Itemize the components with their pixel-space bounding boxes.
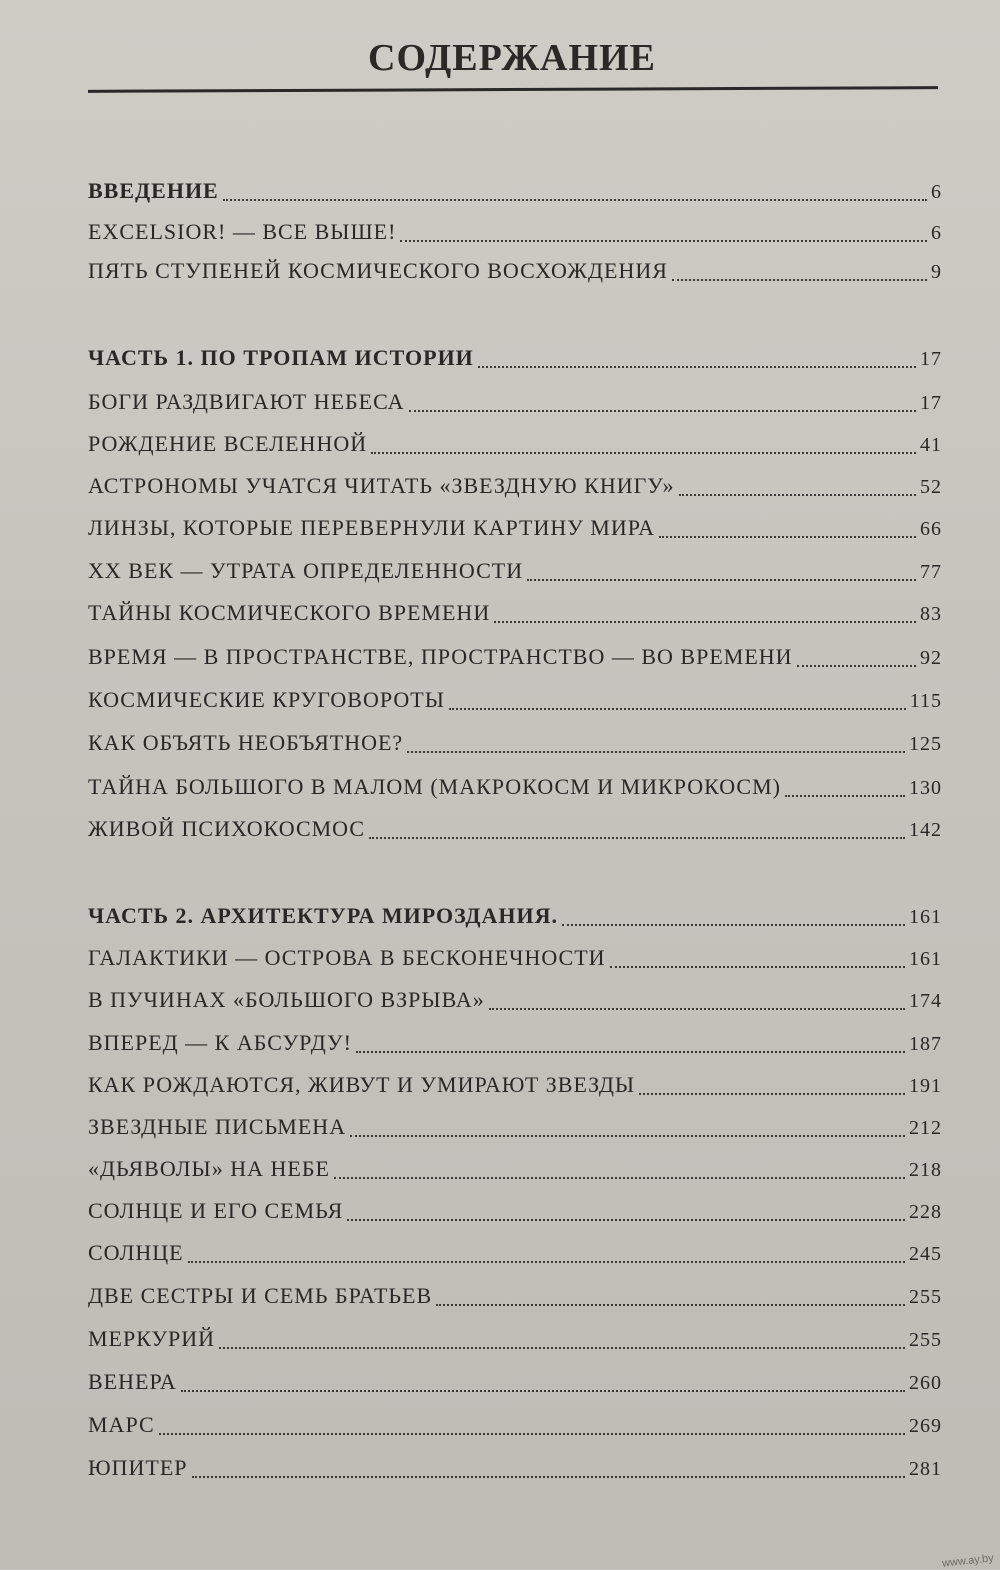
dot-leader — [489, 1008, 905, 1010]
dot-leader — [527, 579, 916, 581]
toc-entry-title: МАРС — [88, 1412, 155, 1437]
toc-entry-title: КАК РОЖДАЮТСЯ, ЖИВУТ И УМИРАЮТ ЗВЕЗДЫ — [88, 1072, 636, 1097]
dot-leader — [181, 1390, 905, 1392]
dot-leader — [639, 1093, 905, 1095]
toc-entry — [88, 1240, 942, 1270]
dot-leader — [478, 366, 916, 368]
dot-leader — [562, 924, 905, 926]
toc-entry — [88, 1283, 942, 1313]
dot-leader — [610, 966, 905, 968]
toc-entry-title: ВЕНЕРА — [88, 1369, 177, 1394]
toc-entry-title: ТАЙНЫ КОСМИЧЕСКОГО ВРЕМЕНИ — [88, 600, 491, 625]
toc-entry — [88, 1369, 942, 1399]
toc-entry-title: ЛИНЗЫ, КОТОРЫЕ ПЕРЕВЕРНУЛИ КАРТИНУ МИРА — [88, 515, 656, 540]
dot-leader — [188, 1261, 905, 1263]
dot-leader — [436, 1304, 905, 1306]
toc-entry-page: 41 — [920, 434, 942, 456]
toc-entry-title: КАК ОБЪЯТЬ НЕОБЪЯТНОЕ? — [88, 730, 404, 755]
toc-entry-page: 6 — [931, 222, 942, 244]
toc-entry — [88, 1326, 942, 1356]
toc-entry — [88, 178, 942, 208]
toc-entry-title: ПЯТЬ СТУПЕНЕЙ КОСМИЧЕСКОГО ВОСХОЖДЕНИЯ — [88, 258, 668, 283]
toc-entry-page: 255 — [909, 1329, 942, 1351]
toc-entry — [88, 1412, 942, 1442]
toc-entry — [88, 389, 942, 419]
dot-leader — [785, 795, 905, 797]
dot-leader — [369, 837, 905, 839]
toc-entry-title: ЧАСТЬ 1. ПО ТРОПАМ ИСТОРИИ — [88, 345, 474, 370]
toc-entry-title: СОЛНЦЕ И ЕГО СЕМЬЯ — [88, 1198, 344, 1223]
toc-entry-title: ГАЛАКТИКИ — ОСТРОВА В БЕСКОНЕЧНОСТИ — [88, 945, 606, 970]
toc-entry-page: 245 — [909, 1243, 942, 1265]
toc-entry-page: 174 — [909, 990, 942, 1012]
toc-entry-title: ТАЙНА БОЛЬШОГО В МАЛОМ (МАКРОКОСМ И МИКРОКОСМ) — [88, 774, 781, 799]
dot-leader — [407, 751, 905, 753]
page-title: СОДЕРЖАНИЕ — [368, 37, 656, 79]
toc-entry-title: ДВЕ СЕСТРЫ И СЕМЬ БРАТЬЕВ — [88, 1283, 433, 1308]
toc-entry-page: 115 — [909, 690, 942, 712]
toc-entry — [88, 345, 942, 375]
toc-entry — [88, 1156, 942, 1186]
toc-entry — [88, 1198, 942, 1228]
dot-leader — [347, 1219, 905, 1221]
toc-entry-title: ЖИВОЙ ПСИХОКОСМОС — [88, 816, 366, 841]
toc-entry-page: 9 — [931, 261, 942, 283]
dot-leader — [797, 665, 916, 667]
toc-entry-page: 92 — [920, 647, 942, 669]
dot-leader — [672, 279, 927, 281]
toc-entry-page: 161 — [909, 906, 942, 928]
dot-leader — [494, 621, 916, 623]
dot-leader — [400, 240, 927, 242]
toc-entry — [88, 644, 942, 674]
toc-entry-page: 66 — [920, 518, 942, 540]
dot-leader — [334, 1177, 905, 1179]
dot-leader — [409, 410, 916, 412]
toc-entry-title: «ДЬЯВОЛЫ» НА НЕБЕ — [88, 1156, 330, 1181]
toc-entry-page: 83 — [920, 603, 942, 625]
dot-leader — [659, 536, 916, 538]
toc-entry — [88, 1455, 942, 1485]
toc-entry-title: ЮПИТЕР — [88, 1455, 188, 1480]
toc-entry — [88, 258, 942, 288]
toc-entry — [88, 473, 942, 503]
dot-leader — [356, 1051, 905, 1053]
toc-entry-title: БОГИ РАЗДВИГАЮТ НЕБЕСА — [88, 389, 405, 414]
dot-leader — [371, 452, 916, 454]
toc-entry-title: ЗВЕЗДНЫЕ ПИСЬМЕНА — [88, 1114, 347, 1139]
toc-entry-title: ВВЕДЕНИЕ — [88, 178, 219, 203]
dot-leader — [192, 1476, 906, 1478]
toc-entry-page: 6 — [931, 181, 942, 203]
toc-entry-page: 52 — [920, 476, 942, 498]
toc-entry-page: 125 — [909, 733, 942, 755]
toc-entry-title: ВПЕРЕД — К АБСУРДУ! — [88, 1030, 352, 1055]
dot-leader — [223, 199, 927, 201]
toc-entry — [88, 219, 942, 249]
toc-entry-title: EXCELSIOR! — ВСЕ ВЫШЕ! — [88, 219, 397, 244]
toc-entry — [88, 816, 942, 846]
dot-leader — [679, 494, 916, 496]
toc-entry-title: В ПУЧИНАХ «БОЛЬШОГО ВЗРЫВА» — [88, 987, 485, 1012]
toc-entry — [88, 774, 942, 804]
toc-entry-page: 187 — [909, 1033, 942, 1055]
toc-entry-page: 212 — [909, 1117, 942, 1139]
dot-leader — [350, 1135, 905, 1137]
toc-entry — [88, 600, 942, 630]
toc-entry-title: РОЖДЕНИЕ ВСЕЛЕННОЙ — [88, 431, 368, 456]
toc-entry — [88, 558, 942, 588]
toc-entry-page: 17 — [920, 392, 942, 414]
toc-entry — [88, 903, 942, 933]
toc-entry-page: 191 — [909, 1075, 942, 1097]
watermark: www.ay.by — [941, 1552, 995, 1570]
dot-leader — [219, 1347, 905, 1349]
toc-entry-title: ВРЕМЯ — В ПРОСТРАНСТВЕ, ПРОСТРАНСТВО — ВО ВРЕМЕНИ — [88, 644, 793, 669]
toc-entry-page: 228 — [909, 1201, 942, 1223]
toc-entry — [88, 431, 942, 461]
toc-entry — [88, 1072, 942, 1102]
dot-leader — [159, 1433, 905, 1435]
toc-entry-title: КОСМИЧЕСКИЕ КРУГОВОРОТЫ — [88, 687, 445, 712]
toc-entry — [88, 1114, 942, 1144]
toc-entry — [88, 945, 942, 975]
toc-entry — [88, 687, 942, 717]
toc-entry-title: ЧАСТЬ 2. АРХИТЕКТУРА МИРОЗДАНИЯ. — [88, 903, 559, 928]
toc-entry-page: 77 — [920, 561, 942, 583]
toc-entry — [88, 1030, 942, 1060]
toc-entry-page: 161 — [909, 948, 942, 970]
toc-entry-page: 269 — [909, 1415, 942, 1437]
toc-entry — [88, 987, 942, 1017]
toc-entry-page: 255 — [909, 1286, 942, 1308]
toc-entry-page: 281 — [909, 1458, 942, 1480]
toc-entry-page: 260 — [909, 1372, 942, 1394]
toc-entry-title: XX ВЕК — УТРАТА ОПРЕДЕЛЕННОСТИ — [88, 558, 524, 583]
toc-entry-page: 130 — [909, 777, 942, 799]
toc-entry-title: АСТРОНОМЫ УЧАТСЯ ЧИТАТЬ «ЗВЕЗДНУЮ КНИГУ» — [88, 473, 675, 498]
dot-leader — [449, 708, 906, 710]
toc-entry — [88, 730, 942, 760]
toc-entry-title: МЕРКУРИЙ — [88, 1326, 216, 1351]
toc-entry-page: 17 — [920, 348, 942, 370]
toc-entry-page: 218 — [909, 1159, 942, 1181]
toc-entry — [88, 515, 942, 545]
toc-entry-title: СОЛНЦЕ — [88, 1240, 184, 1265]
toc-entry-page: 142 — [909, 819, 942, 841]
